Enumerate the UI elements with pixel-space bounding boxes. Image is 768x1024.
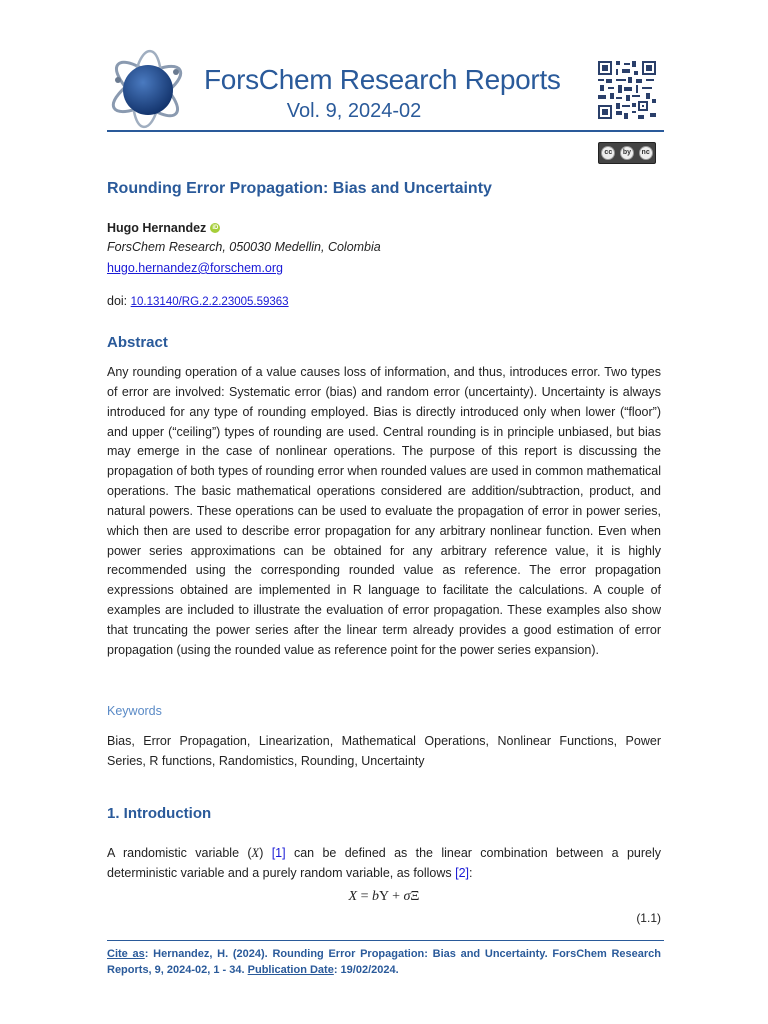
author-email-link[interactable]: hugo.hernandez@forschem.org <box>107 261 283 275</box>
reference-link-1[interactable]: [1] <box>271 846 286 860</box>
cite-text: : Hernandez, H. (2024). Rounding Error Propagation: Bias and Uncertainty. ForsChem Research Reports, 9, 2024-02, 1 - 34. <box>107 948 662 976</box>
doi-link[interactable]: 10.13140/RG.2.2.23005.59363 <box>130 296 289 308</box>
equation-coef-b: b <box>372 889 380 904</box>
author-affiliation: ForsChem Research, 050030 Medellin, Colombia <box>107 240 381 254</box>
equation-upsilon: Υ <box>379 889 389 904</box>
intro-text-1: A randomistic variable ( <box>107 846 252 860</box>
article-title: Rounding Error Propagation: Bias and Uncertainty <box>107 180 492 197</box>
attribution-icon: by <box>620 146 634 160</box>
forschem-atom-logo <box>106 48 188 130</box>
citation-footer <box>107 946 661 978</box>
introduction-heading: 1. Introduction <box>107 805 212 822</box>
equation-number: (1.1) <box>636 911 661 925</box>
intro-text-4: : <box>469 866 473 880</box>
keywords-heading: Keywords <box>107 704 162 718</box>
introduction-paragraph <box>107 843 661 883</box>
equation-sigma: σ <box>403 889 411 904</box>
intro-text-2: ) <box>259 846 272 860</box>
cc-icon: cc <box>601 146 615 160</box>
creative-commons-license-badge[interactable] <box>598 142 656 164</box>
journal-title: ForsChem Research Reports <box>204 64 561 95</box>
equation-1-1: X = bΥ + σΞ <box>348 889 420 904</box>
cite-as-label: Cite as <box>107 948 145 960</box>
publication-date-text: : 19/02/2024. <box>333 964 399 976</box>
equation-xi: Ξ <box>410 889 420 904</box>
keywords-text: Bias, Error Propagation, Linearization, Mathematical Operations, Nonlinear Functions, Power Series, R functions, Randomistics, Rounding, Uncertainty <box>107 734 661 768</box>
doi-label: doi: <box>107 294 131 308</box>
author-name <box>107 221 220 235</box>
author-name-text: Hugo Hernandez <box>107 221 207 235</box>
header-divider <box>107 130 664 132</box>
noncommercial-icon: nc <box>639 146 653 160</box>
abstract-heading: Abstract <box>107 334 168 351</box>
journal-volume: Vol. 9, 2024-02 <box>286 100 422 122</box>
doi-line <box>107 294 289 308</box>
publication-date-label: Publication Date <box>247 964 334 976</box>
intro-text-3: can be defined as the linear combination between a purely deterministic variable and a purely random variable, as follows <box>107 846 661 880</box>
footer-divider <box>107 940 664 941</box>
qr-code-icon[interactable] <box>598 61 656 119</box>
reference-link-2[interactable]: [2] <box>455 866 469 880</box>
equation-lhs: X <box>348 889 358 904</box>
variable-x: X <box>251 846 260 860</box>
orcid-icon[interactable]: iD <box>212 225 219 231</box>
abstract-text: Any rounding operation of a value causes loss of information, and thus, introduces error. Two types of error are involved: Systematic error (bias) and random error (uncertainty). Uncertainty is always introduced for any type of rounding employed. Bias is directly introduced only when lower (“floor”) and upper (“ceiling”) types of rounding are used. Central rounding is in principle unbiased, but bias may emerge in the case of nonlinear operations. The purpose of this report is discussing the propagation of both types of rounding error when rounded values are used in common mathematical operations. The basic mathematical operations considered are addition/subtraction, product, and natural powers. These operations can be used to evaluate the propagation of error in power series, which then are used to describe error propagation for any arbitrary nonlinear function. Even when power series approximations can be obtained for any arbitrary reference value, it is highly recommended using the corresponding rounded value as reference. The error propagation expressions obtained are implemented in R language to facilitate the calculations. A couple of examples are included to illustrate the evaluation of error propagation. These examples also show that truncating the power series after the linear term already provides a good estimation of error propagation (using the rounded value as reference point for the power series expansion). <box>107 365 661 657</box>
